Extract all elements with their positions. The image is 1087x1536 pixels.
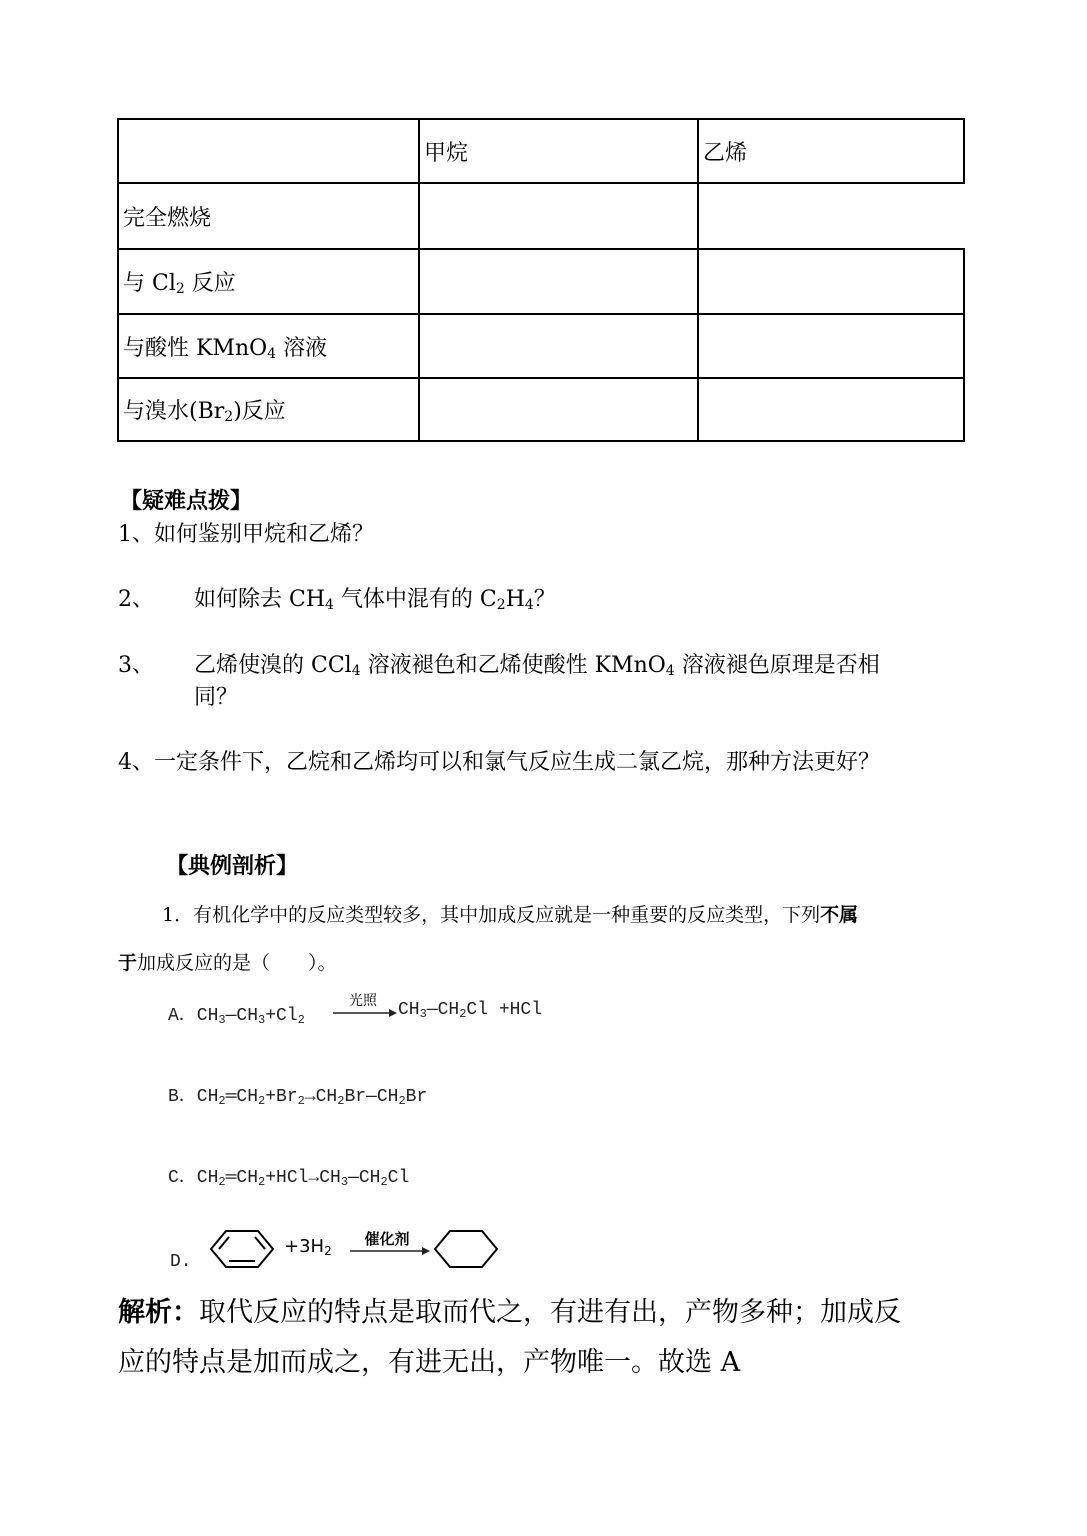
cyclohexane-ring-icon	[432, 1228, 500, 1270]
table-header-row	[118, 119, 964, 183]
table-row	[118, 183, 964, 249]
option-a: A．$CH_3—CH_3+Cl_2$	[168, 1006, 305, 1027]
table-cell	[419, 378, 698, 441]
option-d-condition: 催化剂	[364, 1230, 410, 1248]
analysis-line1: 解析：取代反应的特点是取而代之，有进有出，产物多种；加成反	[118, 1297, 901, 1328]
example-stem-line2: 于加成反应的是（ ）。	[118, 952, 337, 974]
comparison-table	[117, 118, 965, 442]
option-d-arrow-icon	[350, 1246, 430, 1256]
question-3-number: 3、	[118, 653, 154, 678]
option-a-product: $CH_3—CH_2Cl +HCl$	[398, 1000, 543, 1021]
table-header-cell: 乙烯	[698, 119, 964, 183]
question-2-number: 2、	[118, 587, 154, 612]
option-a-arrow-icon	[333, 1008, 397, 1018]
table-cell	[698, 314, 964, 378]
table-header-cell	[118, 119, 419, 183]
question-1: 1、如何鉴别甲烷和乙烯？	[118, 522, 374, 547]
option-a-condition: 光照	[349, 993, 377, 1009]
option-c: C．$CH_2═CH_2+HCl\to CH_3—CH_2Cl$	[168, 1168, 410, 1189]
table-cell	[698, 183, 964, 249]
row-label: 与 $Cl_2$ 反应	[118, 249, 419, 314]
question-4: 4、一定条件下，乙烷和乙烯均可以和氯气反应生成二氯乙烷，那种方法更好？	[118, 750, 880, 775]
table-row	[118, 314, 964, 378]
example-stem-line1: 1．有机化学中的反应类型较多，其中加成反应就是一种重要的反应类型，下列不属	[162, 904, 859, 926]
table-header-cell: 甲烷	[419, 119, 698, 183]
option-d-reactant: $+3H_2$	[284, 1236, 332, 1258]
question-3-text: 乙烯使溴的 CCl$_4$ 溶液褪色和乙烯使酸性 KMnO$_4$ 溶液褪色原理是否相	[194, 653, 880, 679]
table-cell	[419, 183, 698, 249]
table-cell	[698, 378, 964, 441]
option-d-label: D.	[170, 1252, 192, 1272]
benzene-ring-icon	[208, 1228, 276, 1270]
question-2-text: 如何除去 $CH_4$ 气体中混有的 $C_2H_4$？	[194, 587, 556, 613]
analysis-line2: 应的特点是加而成之，有进无出，产物唯一。故选 A	[118, 1347, 741, 1378]
table-cell	[419, 249, 698, 314]
question-3-text-line2: 同？	[194, 685, 239, 710]
section-heading-difficulties: 【疑难点拨】	[120, 489, 253, 514]
table-cell	[698, 249, 964, 314]
table-row	[118, 378, 964, 441]
section-heading-examples: 【典例剖析】	[166, 854, 299, 879]
table-row	[118, 249, 964, 314]
option-b: B．$CH_2═CH_2+Br_2\to CH_2Br—CH_2Br$	[168, 1087, 428, 1108]
row-label: 完全燃烧	[118, 183, 419, 249]
row-label: 与溴水$(Br_2)$反应	[118, 378, 419, 441]
table-cell	[419, 314, 698, 378]
row-label: 与酸性 KMnO$_4$ 溶液	[118, 314, 419, 378]
